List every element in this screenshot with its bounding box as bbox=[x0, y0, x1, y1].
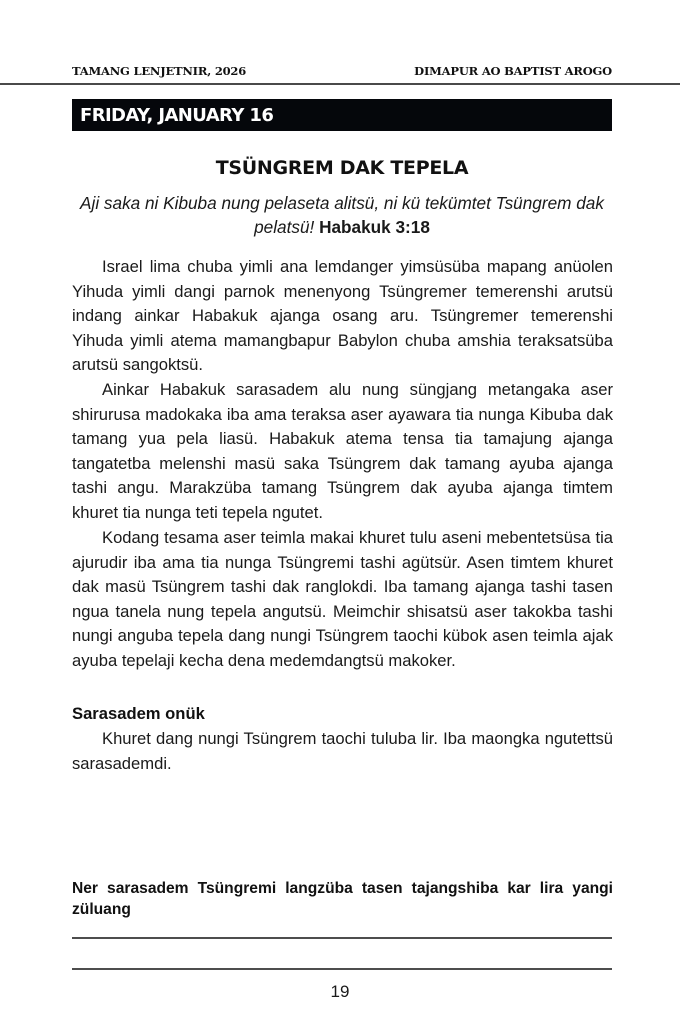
key-verse bbox=[72, 191, 612, 239]
running-header bbox=[72, 64, 612, 78]
prayer-heading: Sarasadem onük bbox=[72, 704, 205, 723]
header-publication-title: TAMANG LENJETNIR, 2026 bbox=[72, 64, 247, 78]
paragraph-text: Kodang tesama aser teimla makai khuret tulu aseni mebentetsüsa tia ajurudir iba ama tia nunga Tsüngremi tashi agütsür. Asen timtem khuret dak masü Tsüngrem tashi dak ranglokdi. Iba tamang ajanga tashi tasen ngua tanela nung tepela angutsü. Meimchir shisatsü aser takokba tashi nungi anguba tepela dang nungi Tsüngrem taochi kübok asen teimla ajak ayuba tepelaji kecha dena medemdangtsü makoker. bbox=[72, 528, 613, 670]
date-label: FRIDAY, JANUARY 16 bbox=[80, 104, 274, 126]
prayer-paragraph bbox=[72, 727, 613, 776]
paragraph-text: Ainkar Habakuk sarasadem alu nung süngjang metangaka aser shirurusa madokaka iba ama teraksa aser ayawara tia nunga Kibuba dak tamang yua pela liasü. Habakuk atema tensa tia tamajung ajanga tangatetba melenshi masü saka Tsüngrem dak tamang ayuba ajanga tashi angu. Marakzüba tamang Tsüngrem dak ayuba ajanga timtem khuret tia nunga teti tepela ngutet. bbox=[72, 380, 613, 522]
header-divider bbox=[0, 83, 680, 85]
devotion-title: TSÜNGREM DAK TEPELA bbox=[215, 157, 469, 179]
verse-text: Aji saka ni Kibuba nung pelaseta alitsü, ni kü tekümtet Tsüngrem dak pelatsü! bbox=[80, 193, 604, 237]
writing-line-1 bbox=[72, 937, 612, 939]
body-paragraph-3 bbox=[72, 526, 613, 674]
body-paragraph-1 bbox=[72, 255, 613, 378]
date-banner bbox=[72, 99, 612, 131]
paragraph-text: Israel lima chuba yimli ana lemdanger yimsüsüba mapang anüolen Yihuda yimli dangi parnok menenyong Tsüngremer temerenshi arutsü indang ainkar Habakuk ajanga osang aru. Tsüngremer temerenshi Yihuda yimli atema mamangbapur Babylon chuba amshia teraksatsüba arutsü sangoktsü. bbox=[72, 257, 613, 375]
verse-reference: Habakuk 3:18 bbox=[319, 217, 430, 237]
header-church-name: DIMAPUR AO BAPTIST AROGO bbox=[414, 64, 612, 78]
writing-line-2 bbox=[72, 968, 612, 970]
page-number: 19 bbox=[330, 982, 350, 1001]
reflection-prompt: Ner sarasadem Tsüngremi langzüba tasen tajangshiba kar lira yangi züluang bbox=[72, 880, 613, 918]
prayer-text: Khuret dang nungi Tsüngrem taochi tuluba lir. Iba maongka ngutettsü sarasademdi. bbox=[72, 729, 613, 773]
body-paragraph-2 bbox=[72, 378, 613, 526]
